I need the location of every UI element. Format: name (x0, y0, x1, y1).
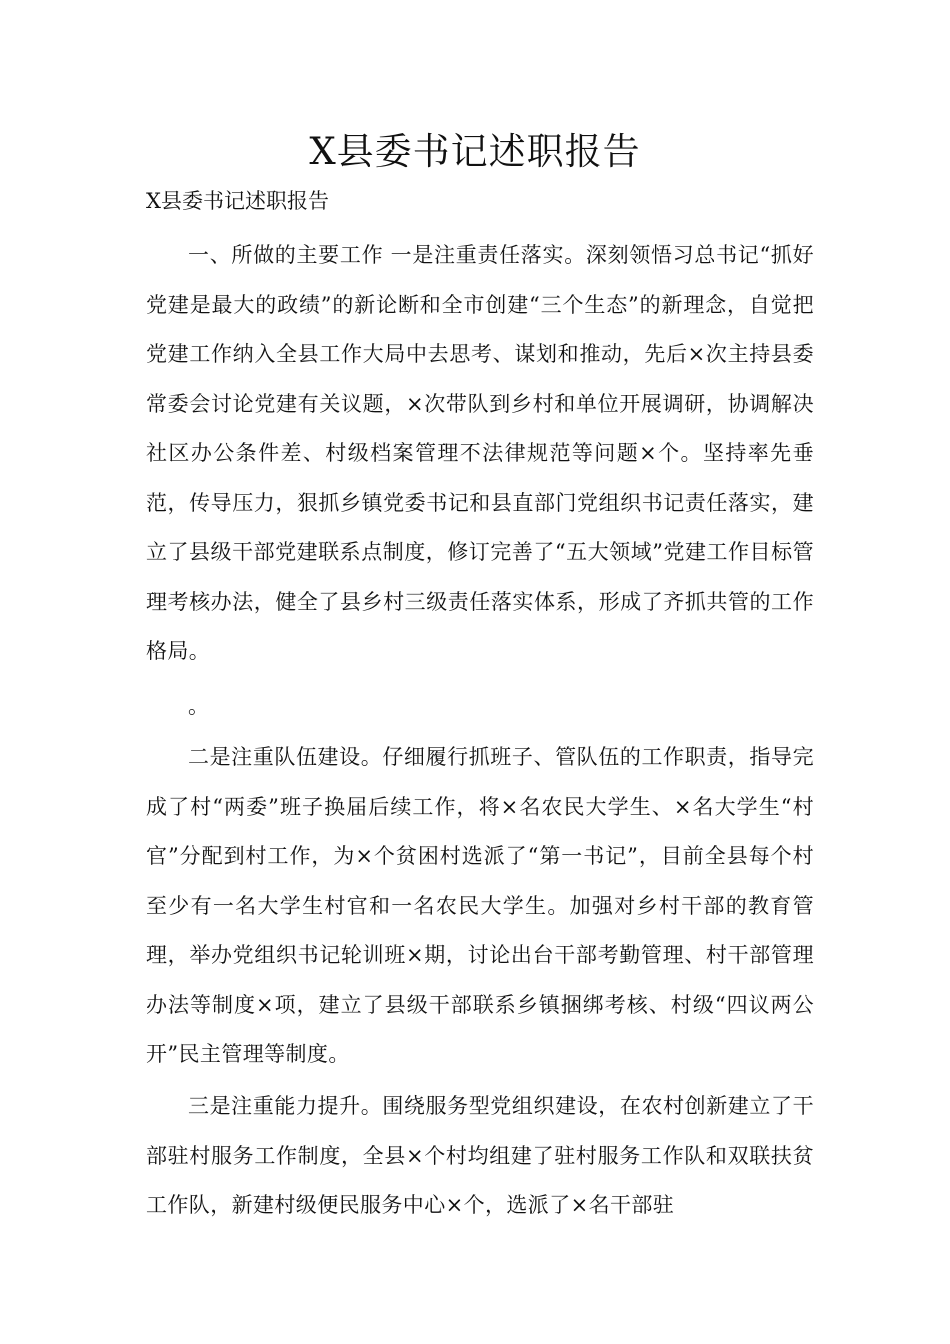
paragraph-team-building: 二是注重队伍建设。仔细履行抓班子、管队伍的工作职责，指导完成了村“两委”班子换届后续工作，将×名农民大学生、×名大学生“村官”分配到村工作，为×个贫困村选派了“第一书记”，目前全县每个村至少有一名大学生村官和一名农民大学生。加强对乡村干部的教育管理，举办党组织书记轮训班×期，讨论出台干部考勤管理、村干部管理办法等制度×项，建立了县级干部联系乡镇捆绑考核、村级“四议两公开”民主管理等制度。 (146, 745, 814, 1066)
document-subtitle: X县委书记述职报告 (146, 189, 329, 213)
document-title: X县委书记述职报告 (309, 130, 641, 173)
paragraph-responsibility: 一、所做的主要工作 一是注重责任落实。深刻领悟习总书记“抓好党建是最大的政绩”的新论断和全市创建“三个生态”的新理念，自觉把党建工作纳入全县工作大局中去思考、谋划和推动，先后×次主持县委常委会讨论党建有关议题，×次带队到乡村和单位开展调研，协调解决社区办公条件差、村级档案管理不法律规范等问题×个。坚持率先垂范，传导压力，狠抓乡镇党委书记和县直部门党组织书记责任落实，建立了县级干部党建联系点制度，修订完善了“五大领域”党建工作目标管理考核办法，健全了县乡村三级责任落实体系，形成了齐抓共管的工作格局。 (146, 243, 814, 663)
paragraph-capacity: 三是注重能力提升。围绕服务型党组织建设，在农村创新建立了干部驻村服务工作制度，全县×个村均组建了驻村服务工作队和双联扶贫工作队，新建村级便民服务中心×个，选派了×名干部驻 (146, 1094, 814, 1217)
paragraph-period: 。 (188, 694, 210, 718)
